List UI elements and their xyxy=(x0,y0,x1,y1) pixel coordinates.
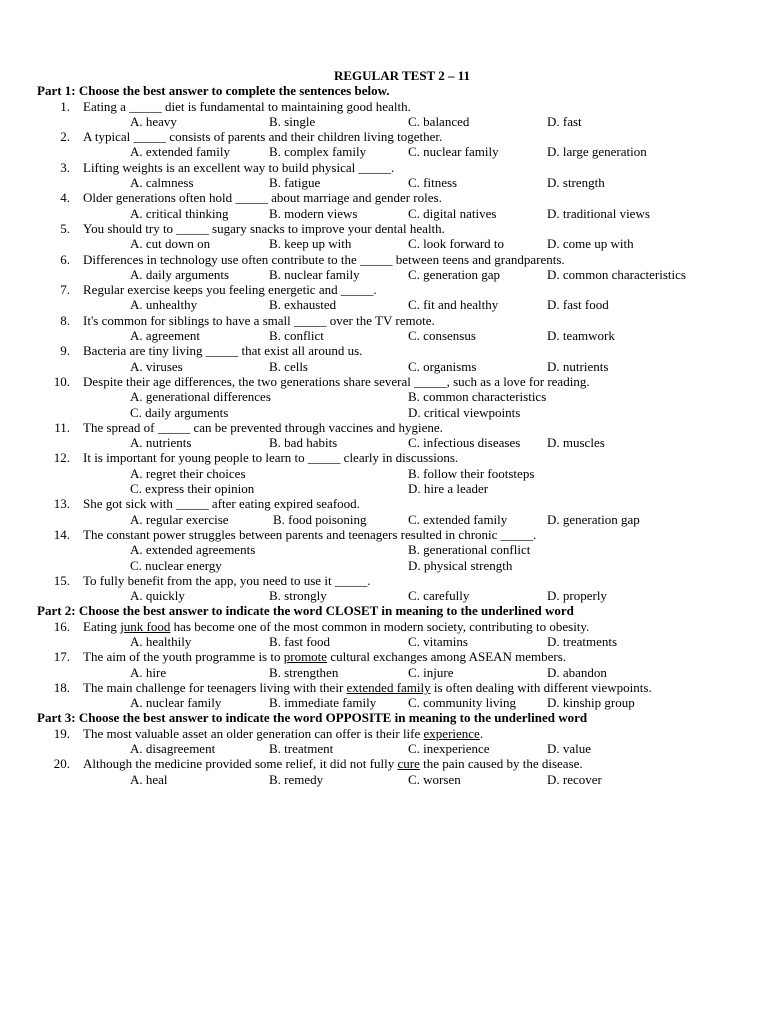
option-row xyxy=(37,772,737,787)
underlined-word: promote xyxy=(283,649,328,665)
underlined-word: cure xyxy=(397,756,420,772)
answer-option: B. keep up with xyxy=(269,236,352,252)
option-row xyxy=(37,206,737,221)
test-document xyxy=(37,68,737,787)
option-row xyxy=(37,435,737,450)
question-stem xyxy=(83,221,445,236)
question xyxy=(37,374,737,389)
option-row xyxy=(37,405,737,420)
answer-option: D. physical strength xyxy=(408,557,513,573)
underlined-word: junk food xyxy=(120,618,171,634)
answer-option: C. vitamins xyxy=(408,633,468,649)
answer-option: D. strength xyxy=(547,175,605,191)
question-number: 13. xyxy=(53,496,70,512)
question xyxy=(37,99,737,114)
question-number: 2. xyxy=(60,129,70,145)
option-row xyxy=(37,144,737,159)
answer-option: D. hire a leader xyxy=(408,481,489,497)
stem-text: It's common for siblings to have a small _____ over the TV remote. xyxy=(83,312,435,328)
answer-option: B. fatigue xyxy=(269,175,321,191)
question-stem xyxy=(83,99,411,114)
option-row xyxy=(37,741,737,756)
answer-option: D. kinship group xyxy=(547,695,635,711)
question-stem xyxy=(83,573,371,588)
answer-option: A. nutrients xyxy=(130,435,192,451)
question-number: 8. xyxy=(60,312,70,328)
answer-option: A. extended agreements xyxy=(130,542,256,558)
answer-option: A. disagreement xyxy=(130,741,216,757)
answer-option: D. teamwork xyxy=(547,328,615,344)
stem-text: Lifting weights is an excellent way to build physical _____. xyxy=(83,159,395,175)
question-number: 15. xyxy=(53,572,70,588)
option-row xyxy=(37,359,737,374)
answer-option: A. cut down on xyxy=(130,236,211,252)
option-row xyxy=(37,481,737,496)
question-stem xyxy=(83,190,442,205)
stem-text: . xyxy=(479,725,484,741)
answer-option: D. recover xyxy=(547,771,602,787)
question-number: 19. xyxy=(53,725,70,741)
answer-option: D. abandon xyxy=(547,664,607,680)
option-row xyxy=(37,328,737,343)
answer-option: A. unhealthy xyxy=(130,297,198,313)
answer-option: B. single xyxy=(269,113,316,129)
answer-option: D. treatments xyxy=(547,633,618,649)
question-stem xyxy=(83,450,458,465)
question-stem xyxy=(83,726,483,741)
answer-option: C. inexperience xyxy=(408,741,490,757)
underlined-word: experience xyxy=(423,725,480,741)
answer-option: B. food poisoning xyxy=(273,511,367,527)
answer-option: D. properly xyxy=(547,588,607,604)
answer-option: D. generation gap xyxy=(547,511,640,527)
option-row xyxy=(37,114,737,129)
option-row xyxy=(37,695,737,710)
stem-text: the pain caused by the disease. xyxy=(419,756,583,772)
stem-text: The spread of _____ can be prevented through vaccines and hygiene. xyxy=(83,419,443,435)
option-row xyxy=(37,588,737,603)
option-row xyxy=(37,236,737,251)
answer-option: D. traditional views xyxy=(547,205,650,221)
question xyxy=(37,343,737,358)
answer-option: B. strengthen xyxy=(269,664,339,680)
stem-text: The most valuable asset an older generation can offer is their life xyxy=(83,725,424,741)
question xyxy=(37,313,737,328)
stem-text: To fully benefit from the app, you need to use it _____. xyxy=(83,572,371,588)
answer-option: C. digital natives xyxy=(408,205,497,221)
stem-text: You should try to _____ sugary snacks to improve your dental health. xyxy=(83,220,445,236)
answer-option: B. strongly xyxy=(269,588,327,604)
answer-option: A. generational differences xyxy=(130,389,271,405)
answer-option: A. calmness xyxy=(130,175,194,191)
question-stem xyxy=(83,282,377,297)
answer-option: C. fit and healthy xyxy=(408,297,499,313)
answer-option: A. regret their choices xyxy=(130,465,246,481)
question-number: 11. xyxy=(54,419,70,435)
underlined-word: extended family xyxy=(346,679,431,695)
question xyxy=(37,420,737,435)
answer-option: A. critical thinking xyxy=(130,205,229,221)
option-row xyxy=(37,542,737,557)
answer-option: A. daily arguments xyxy=(130,266,230,282)
stem-text: The constant power struggles between parents and teenagers resulted in chronic _____. xyxy=(83,526,537,542)
option-row xyxy=(37,558,737,573)
answer-option: C. express their opinion xyxy=(130,481,255,497)
question xyxy=(37,190,737,205)
answer-option: A. quickly xyxy=(130,588,185,604)
answer-option: B. conflict xyxy=(269,328,324,344)
stem-text: Despite their age differences, the two generations share several _____, such as a love for reading. xyxy=(83,373,590,389)
answer-option: D. common characteristics xyxy=(547,266,686,282)
answer-option: C. nuclear energy xyxy=(130,557,222,573)
answer-option: B. fast food xyxy=(269,633,331,649)
question-number: 7. xyxy=(60,282,70,298)
stem-text: cultural exchanges among ASEAN members. xyxy=(327,649,567,665)
question-number: 3. xyxy=(60,159,70,175)
answer-option: B. immediate family xyxy=(269,695,377,711)
answer-option: B. nuclear family xyxy=(269,266,360,282)
part-heading: Part 2: Choose the best answer to indicate the word CLOSET in meaning to the underlined word xyxy=(37,603,574,619)
question-stem xyxy=(83,420,443,435)
answer-option: C. nuclear family xyxy=(408,144,499,160)
question-number: 5. xyxy=(60,220,70,236)
question-stem xyxy=(83,527,536,542)
option-row xyxy=(37,389,737,404)
answer-option: D. critical viewpoints xyxy=(408,404,521,420)
answer-option: C. fitness xyxy=(408,175,458,191)
answer-option: B. exhausted xyxy=(269,297,337,313)
question xyxy=(37,680,737,695)
question xyxy=(37,129,737,144)
question xyxy=(37,160,737,175)
stem-text: is often dealing with different viewpoints. xyxy=(430,679,652,695)
option-row xyxy=(37,175,737,190)
question xyxy=(37,726,737,741)
question-number: 14. xyxy=(53,526,70,542)
question-number: 4. xyxy=(60,190,70,206)
question-stem xyxy=(83,756,583,771)
answer-option: B. common characteristics xyxy=(408,389,547,405)
answer-option: A. heavy xyxy=(130,113,177,129)
question-number: 17. xyxy=(53,649,70,665)
answer-option: C. generation gap xyxy=(408,266,501,282)
question-stem xyxy=(83,619,589,634)
answer-option: D. fast xyxy=(547,113,582,129)
question xyxy=(37,756,737,771)
answer-option: B. modern views xyxy=(269,205,358,221)
question-stem xyxy=(83,649,566,664)
stem-text: Although the medicine provided some relief, it did not fully xyxy=(83,756,398,772)
stem-text: The main challenge for teenagers living with their xyxy=(83,679,347,695)
answer-option: A. heal xyxy=(130,771,168,787)
question-number: 18. xyxy=(53,679,70,695)
stem-text: It is important for young people to learn to _____ clearly in discussions. xyxy=(83,450,459,466)
answer-option: C. balanced xyxy=(408,113,470,129)
stem-text: Differences in technology use often contribute to the _____ between teens and grandparents. xyxy=(83,251,565,267)
stem-text: Eating a _____ diet is fundamental to maintaining good health. xyxy=(83,98,411,114)
question xyxy=(37,573,737,588)
answer-option: B. complex family xyxy=(269,144,367,160)
option-row xyxy=(37,297,737,312)
question-stem xyxy=(83,313,435,328)
question xyxy=(37,649,737,664)
question xyxy=(37,619,737,634)
answer-option: A. healthily xyxy=(130,633,192,649)
answer-option: C. infectious diseases xyxy=(408,435,521,451)
answer-option: C. community living xyxy=(408,695,516,711)
part-heading: Part 3: Choose the best answer to indicate the word OPPOSITE in meaning to the underlined word xyxy=(37,710,588,726)
question-number: 16. xyxy=(53,618,70,634)
stem-text: The aim of the youth programme is to xyxy=(83,649,284,665)
answer-option: C. daily arguments xyxy=(130,404,229,420)
answer-option: A. extended family xyxy=(130,144,230,160)
question xyxy=(37,221,737,236)
answer-option: C. carefully xyxy=(408,588,470,604)
question-number: 1. xyxy=(60,98,70,114)
question xyxy=(37,282,737,297)
answer-option: D. value xyxy=(547,741,592,757)
answer-option: C. organisms xyxy=(408,358,477,374)
answer-option: B. treatment xyxy=(269,741,334,757)
part-heading: Part 1: Choose the best answer to complete the sentences below. xyxy=(37,83,390,99)
stem-text: Regular exercise keeps you feeling energetic and _____. xyxy=(83,282,377,298)
answer-option: D. fast food xyxy=(547,297,609,313)
answer-option: B. generational conflict xyxy=(408,542,531,558)
question-stem xyxy=(83,160,394,175)
question-number: 20. xyxy=(53,756,70,772)
question-stem xyxy=(83,374,590,389)
answer-option: B. remedy xyxy=(269,771,324,787)
option-row xyxy=(37,512,737,527)
answer-option: C. consensus xyxy=(408,328,476,344)
option-row xyxy=(37,665,737,680)
answer-option: D. muscles xyxy=(547,435,605,451)
stem-text: A typical _____ consists of parents and their children living together. xyxy=(83,129,443,145)
question-stem xyxy=(83,252,565,267)
answer-option: A. viruses xyxy=(130,358,183,374)
stem-text: She got sick with _____ after eating expired seafood. xyxy=(83,496,360,512)
answer-option: B. bad habits xyxy=(269,435,338,451)
answer-option: B. cells xyxy=(269,358,308,374)
question xyxy=(37,496,737,511)
question-stem xyxy=(83,129,442,144)
answer-option: A. agreement xyxy=(130,328,201,344)
stem-text: has become one of the most common in modern society, contributing to obesity. xyxy=(170,618,590,634)
answer-option: A. nuclear family xyxy=(130,695,222,711)
question-stem xyxy=(83,680,652,695)
answer-option: C. look forward to xyxy=(408,236,505,252)
question-number: 12. xyxy=(53,450,70,466)
stem-text: Bacteria are tiny living _____ that exist all around us. xyxy=(83,343,363,359)
stem-text: Older generations often hold _____ about marriage and gender roles. xyxy=(83,190,442,206)
answer-option: A. regular exercise xyxy=(130,511,229,527)
answer-option: B. follow their footsteps xyxy=(408,465,535,481)
answer-option: A. hire xyxy=(130,664,167,680)
answer-option: C. injure xyxy=(408,664,454,680)
question-stem xyxy=(83,496,360,511)
question xyxy=(37,450,737,465)
test-title: REGULAR TEST 2 – 11 xyxy=(333,68,471,83)
answer-option: D. come up with xyxy=(547,236,634,252)
option-row xyxy=(37,466,737,481)
option-row xyxy=(37,267,737,282)
question-number: 10. xyxy=(53,373,70,389)
answer-option: C. worsen xyxy=(408,771,461,787)
question xyxy=(37,252,737,267)
question-number: 9. xyxy=(60,343,70,359)
question-number: 6. xyxy=(60,251,70,267)
answer-option: C. extended family xyxy=(408,511,508,527)
question-stem xyxy=(83,343,362,358)
answer-option: D. nutrients xyxy=(547,358,609,374)
answer-option: D. large generation xyxy=(547,144,647,160)
question xyxy=(37,527,737,542)
stem-text: Eating xyxy=(83,618,121,634)
option-row xyxy=(37,634,737,649)
